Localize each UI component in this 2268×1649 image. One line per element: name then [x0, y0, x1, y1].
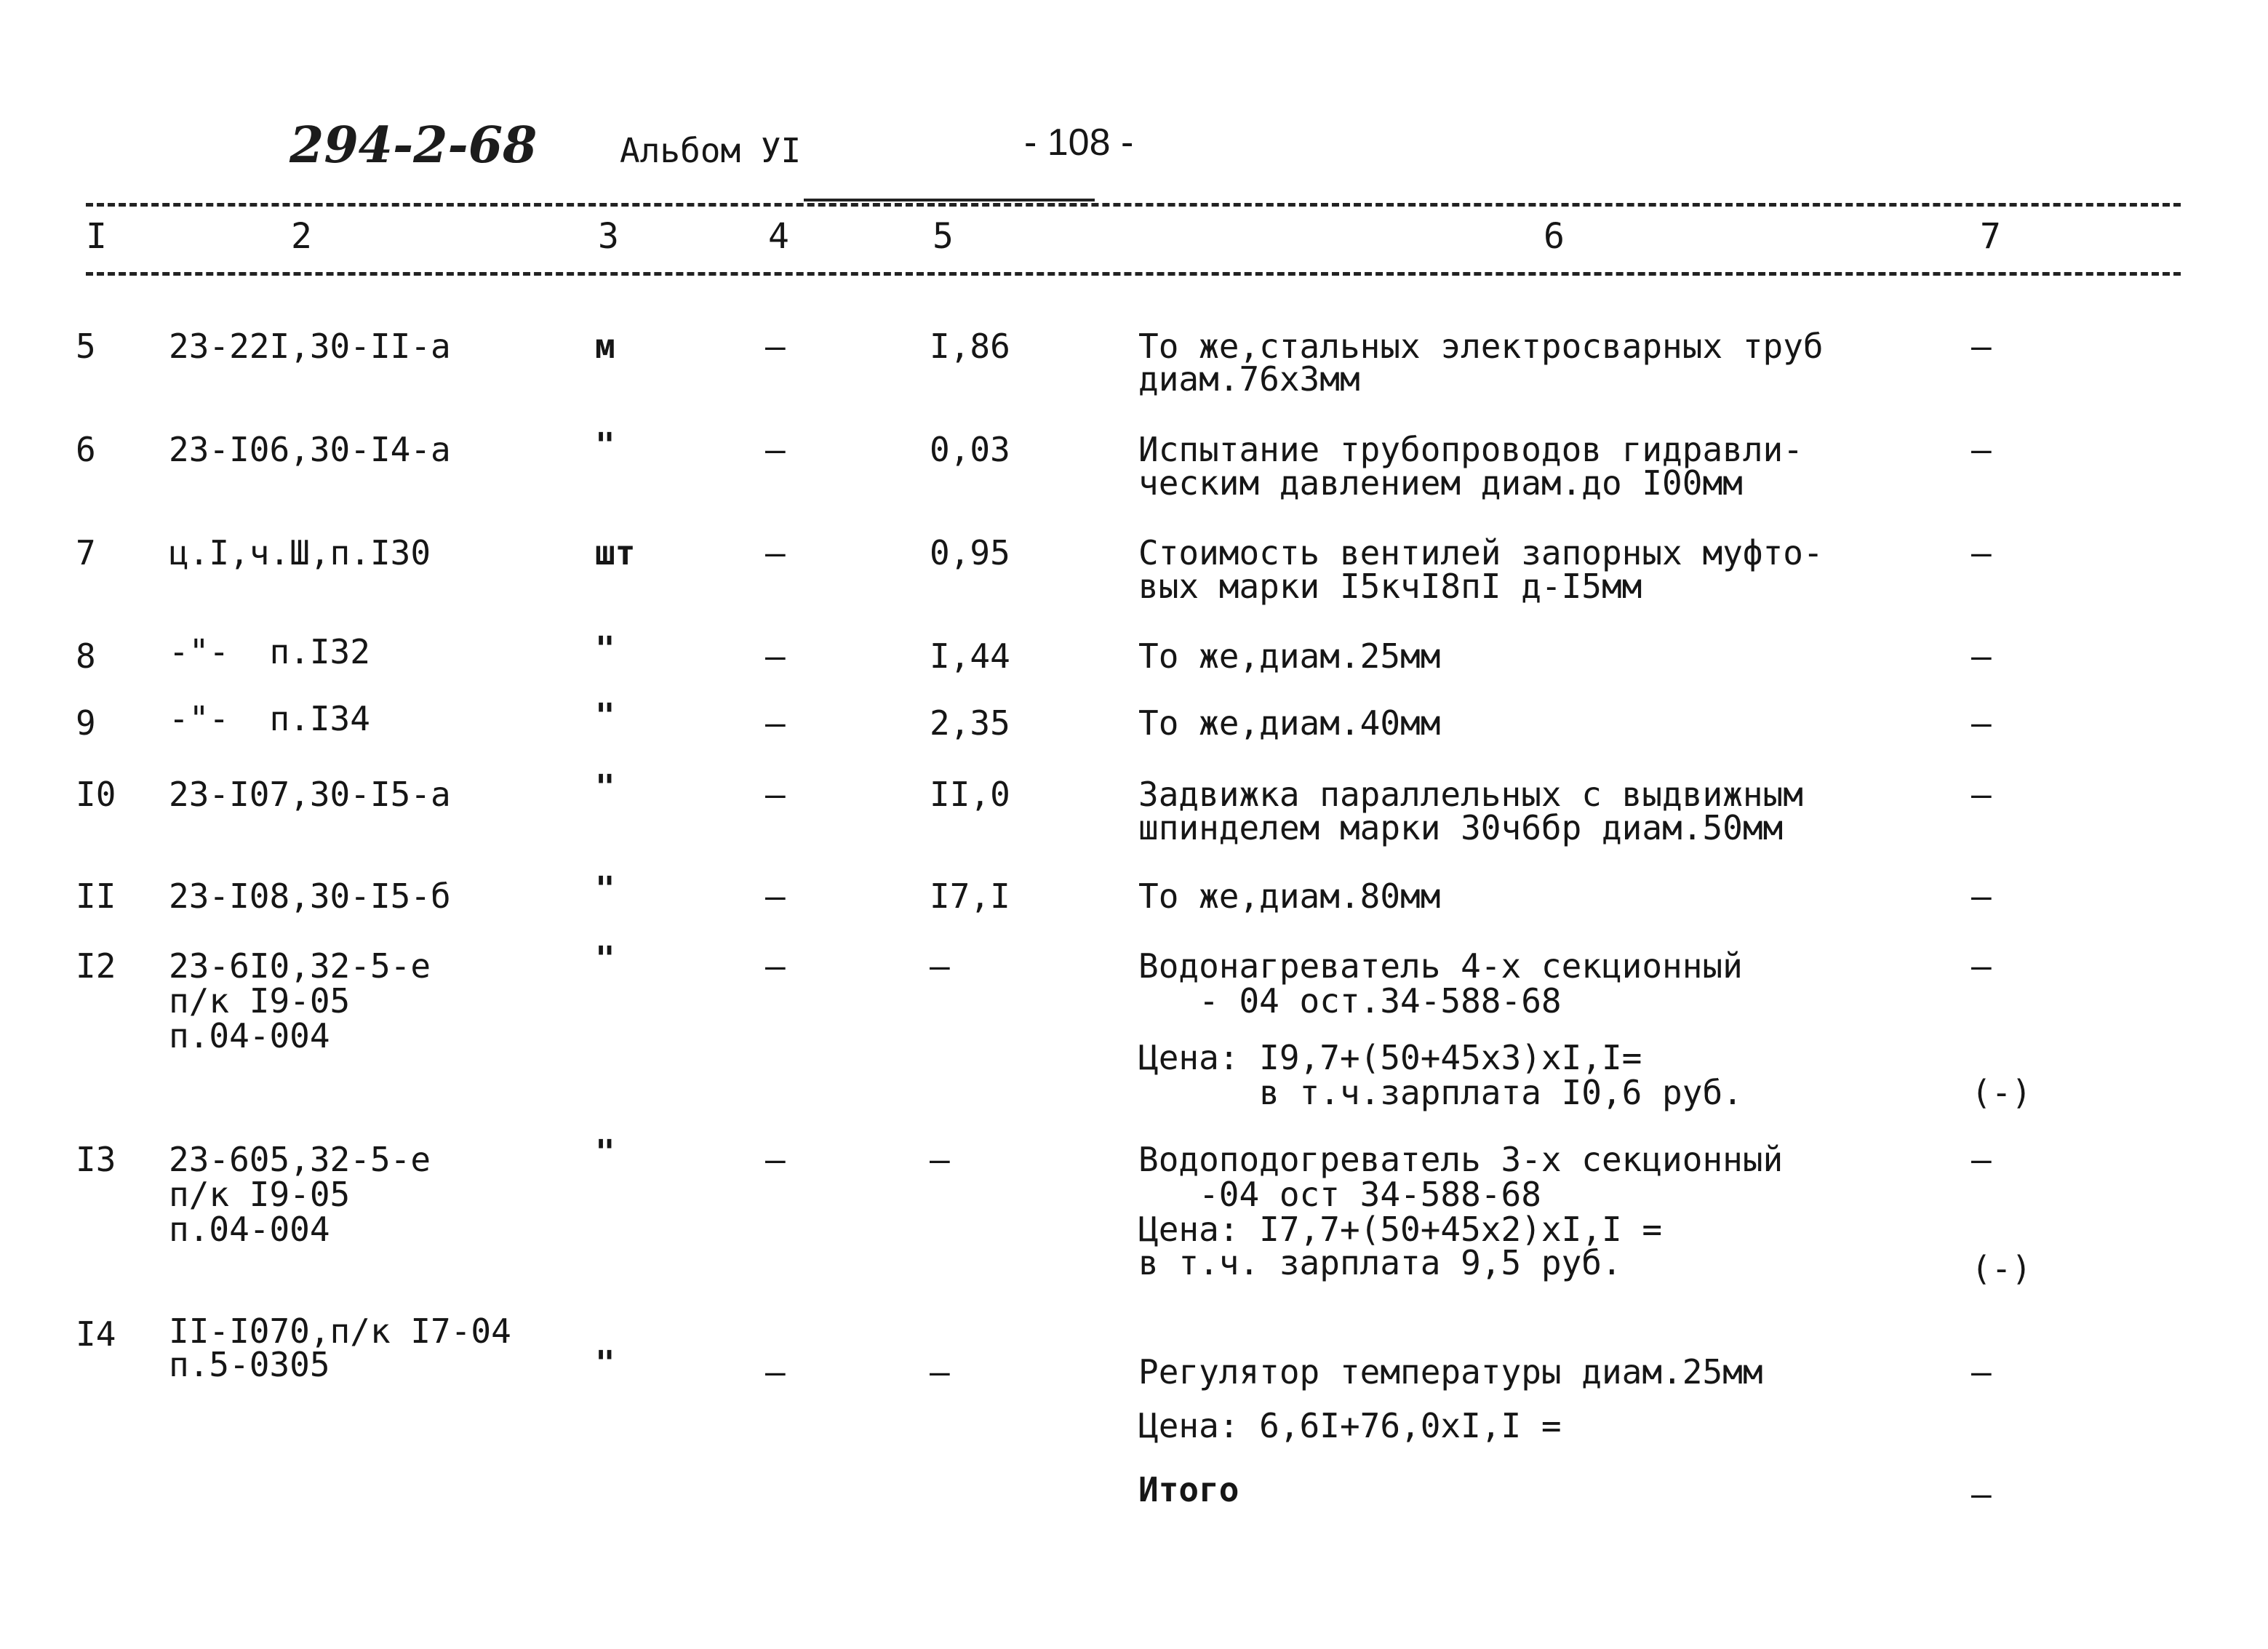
row-col4: – [765, 1140, 786, 1179]
row-code: 23-6I0,32-5-е [169, 946, 431, 986]
row-quantity: II,0 [930, 775, 1010, 814]
row-description: -04 ост 34-588-68 [1138, 1175, 1541, 1214]
header-underline [804, 199, 1095, 201]
row-unit: " [595, 426, 615, 465]
row-quantity: I,86 [930, 327, 1010, 366]
row-col4: – [765, 877, 786, 916]
row-code: п.04-004 [169, 1016, 330, 1055]
col-header-4: 4 [768, 216, 789, 257]
row-quantity: I7,I [930, 877, 1010, 916]
row-description: Испытание трубопроводов гидравли- [1138, 430, 1803, 469]
row-code: -"- п.I34 [169, 699, 370, 738]
row-unit: " [595, 629, 615, 668]
row-number: I2 [76, 946, 116, 986]
row-col7: – [1971, 946, 1992, 986]
row-number: I0 [76, 775, 116, 814]
row-col4: – [765, 533, 786, 572]
row-code: 23-I07,30-I5-а [169, 775, 451, 814]
row-number: 8 [76, 636, 96, 676]
row-col7-note: (-) [1971, 1073, 2032, 1112]
row-unit: " [595, 939, 615, 978]
row-code: 23-I08,30-I5-б [169, 877, 451, 916]
row-col7: – [1971, 1352, 1992, 1392]
row-price: Цена: 6,6I+76,0хI,I = [1138, 1406, 1562, 1445]
row-quantity: – [930, 946, 950, 986]
row-description: - 04 ост.34-588-68 [1138, 981, 1562, 1021]
row-col4: – [765, 430, 786, 469]
row-description: Водонагреватель 4-х секционный [1138, 946, 1743, 986]
row-col7: – [1971, 877, 1992, 916]
row-description: Регулятор температуры диам.25мм [1138, 1352, 1763, 1392]
row-code: -"- п.I32 [169, 632, 370, 671]
doc-code-handwritten: 294-2-68 [290, 116, 538, 175]
row-col4: – [765, 946, 786, 986]
row-quantity: – [930, 1140, 950, 1179]
row-col7: – [1971, 430, 1992, 469]
row-description: То же,диам.80мм [1138, 877, 1441, 916]
row-code: п/к I9-05 [169, 981, 351, 1021]
row-col7: – [1971, 1140, 1992, 1179]
row-number: 6 [76, 430, 96, 469]
col-header-6: 6 [1544, 216, 1565, 257]
row-price: Цена: I9,7+(50+45х3)хI,I= [1138, 1038, 1642, 1077]
row-col7: – [1971, 636, 1992, 676]
row-price: в т.ч.зарплата I0,6 руб. [1138, 1073, 1743, 1112]
row-code: п/к I9-05 [169, 1175, 351, 1214]
row-number: II [76, 877, 116, 916]
row-number: I3 [76, 1140, 116, 1179]
total-value: – [1971, 1474, 1992, 1514]
row-number: 9 [76, 703, 96, 743]
row-col4: – [765, 1352, 786, 1392]
row-col4: – [765, 327, 786, 366]
row-quantity: 2,35 [930, 703, 1010, 743]
row-description: Задвижка параллельных с выдвижным [1138, 775, 1803, 814]
row-description: То же,диам.25мм [1138, 636, 1441, 676]
col-header-7: 7 [1980, 216, 2001, 257]
row-col7-note: (-) [1971, 1249, 2032, 1288]
row-quantity: 0,03 [930, 430, 1010, 469]
row-unit: " [595, 696, 615, 735]
row-description: шпинделем марки 30ч6бр диам.50мм [1138, 808, 1784, 847]
row-description: Стоимость вентилей запорных муфто- [1138, 533, 1824, 572]
row-code: 23-605,32-5-е [169, 1140, 431, 1179]
row-number: 5 [76, 327, 96, 366]
row-description: ческим давлением диам.до I00мм [1138, 463, 1743, 503]
row-price: в т.ч. зарплата 9,5 руб. [1138, 1243, 1622, 1282]
col-header-2: 2 [291, 216, 312, 257]
row-description: То же,стальных электросварных труб [1138, 327, 1824, 366]
row-price: Цена: I7,7+(50+45х2)хI,I = [1138, 1210, 1663, 1249]
row-col7: – [1971, 533, 1992, 572]
row-number: I4 [76, 1314, 116, 1354]
row-unit: " [595, 869, 615, 909]
row-code: п.04-004 [169, 1210, 330, 1249]
row-unit: " [595, 1343, 615, 1383]
row-col7: – [1971, 775, 1992, 814]
row-code: ц.I,ч.Ш,п.I30 [169, 533, 431, 572]
row-unit: шт [595, 533, 636, 572]
page-number: - 108 - [1024, 121, 1134, 164]
row-description: вых марки I5кчI8пI д-I5мм [1138, 567, 1642, 606]
album-title: Альбом УI [620, 131, 802, 170]
row-code: 23-22I,30-II-а [169, 327, 451, 366]
row-description: Водоподогреватель 3-х секционный [1138, 1140, 1784, 1179]
row-col7: – [1971, 703, 1992, 743]
row-col4: – [765, 775, 786, 814]
row-quantity: I,44 [930, 636, 1010, 676]
col-header-5: 5 [933, 216, 954, 257]
row-quantity: – [930, 1352, 950, 1392]
total-label: Итого [1138, 1470, 1239, 1509]
row-col4: – [765, 703, 786, 743]
col-header-3: 3 [598, 216, 619, 257]
col-header-1: I [86, 216, 107, 257]
row-description: То же,диам.40мм [1138, 703, 1441, 743]
row-description: диам.76х3мм [1138, 359, 1360, 399]
row-unit: " [595, 1133, 615, 1172]
row-col4: – [765, 636, 786, 676]
row-number: 7 [76, 533, 96, 572]
row-code: п.5-0305 [169, 1345, 330, 1384]
row-col7: – [1971, 327, 1992, 366]
header-dashed-rule [86, 272, 2181, 276]
row-unit: " [595, 767, 615, 807]
top-dashed-rule [86, 203, 2181, 207]
row-code: 23-I06,30-I4-а [169, 430, 451, 469]
row-quantity: 0,95 [930, 533, 1010, 572]
row-unit: м [595, 327, 615, 366]
row-code: II-I070,п/к I7-04 [169, 1311, 511, 1351]
